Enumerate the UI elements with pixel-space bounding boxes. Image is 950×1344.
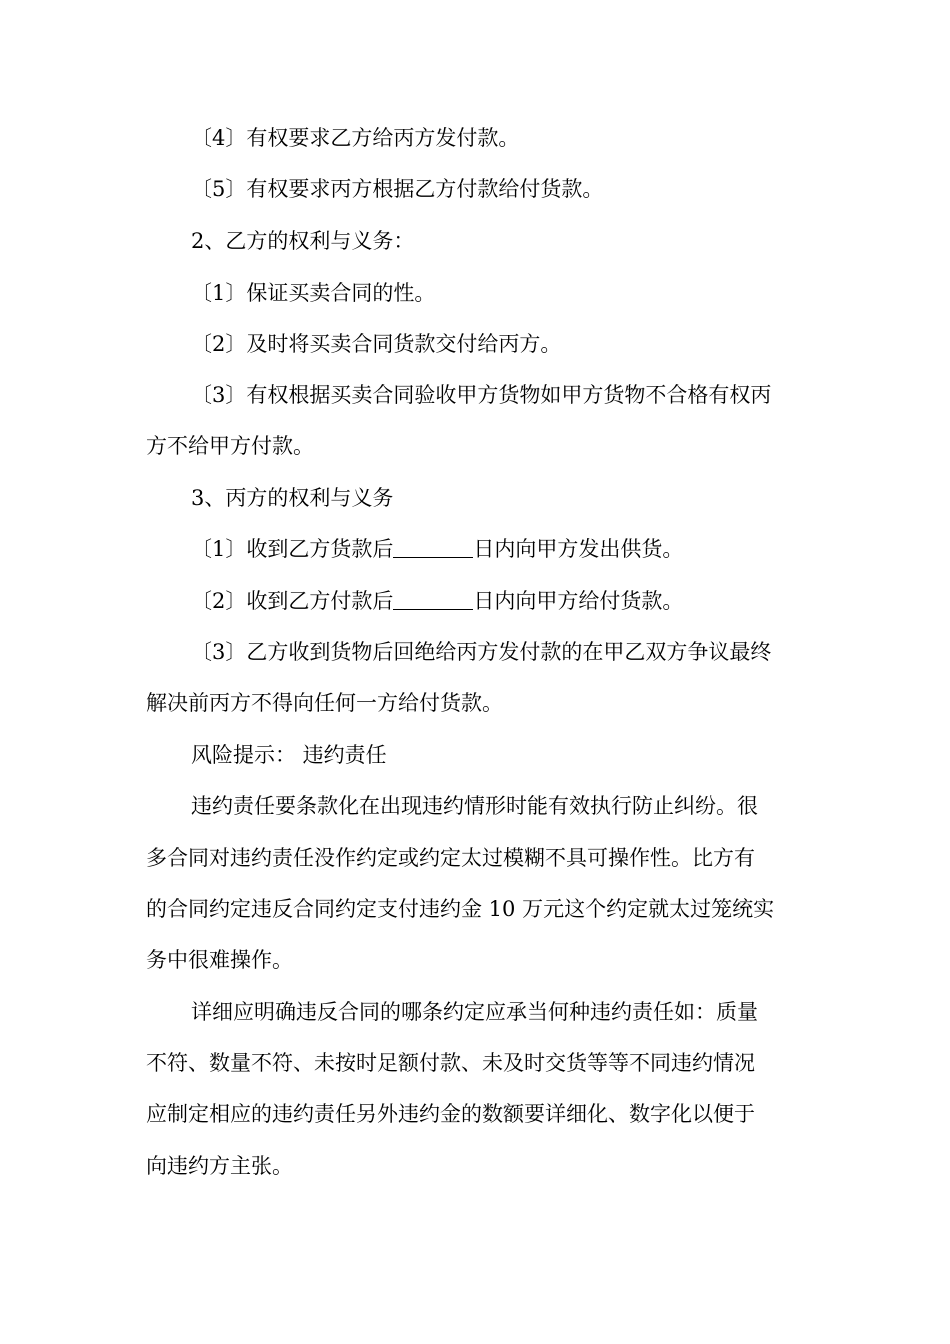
paragraph-1-line-4: 务中很难操作。 [146, 948, 293, 972]
paragraph-2-line-2: 不符、数量不符、未按时足额付款、未及时交货等等不同违约情况 [146, 1051, 755, 1075]
paragraph-1-line-1: 违约责任要条款化在出现违约情形时能有效执行防止纠纷。很 [191, 794, 758, 818]
clause-c2 [191, 591, 683, 612]
clause-c2-text: 〔2〕收到乙方付款后 [191, 589, 394, 613]
risk-heading: 风险提示： 违约责任 [191, 743, 387, 767]
section-heading-party-b: 2、乙方的权利与义务： [191, 229, 415, 253]
blank-field-days-2 [393, 591, 473, 610]
clause-c1-text-end: 日内向甲方发出供货。 [473, 537, 684, 561]
clause-c3-cont: 解决前丙方不得向任何一方给付货款。 [146, 691, 503, 715]
section-heading-party-c: 3、丙方的权利与义务 [191, 486, 394, 510]
clause-c1-text: 〔1〕收到乙方货款后 [191, 537, 394, 561]
clause-c2-text-end: 日内向甲方给付货款。 [473, 589, 684, 613]
clause-b1: 〔1〕保证买卖合同的性。 [191, 281, 436, 305]
clause-b3-cont: 方不给甲方付款。 [146, 434, 314, 458]
clause-b3: 〔3〕有权根据买卖合同验收甲方货物如甲方货物不合格有权丙 [191, 383, 772, 407]
paragraph-2-line-4: 向违约方主张。 [146, 1154, 293, 1178]
paragraph-2-line-1: 详细应明确违反合同的哪条约定应承当何种违约责任如：质量 [191, 1000, 758, 1024]
clause-b2: 〔2〕及时将买卖合同货款交付给丙方。 [191, 332, 562, 356]
clause-c1 [191, 539, 683, 560]
paragraph-1-line-2: 多合同对违约责任没作约定或约定太过模糊不具可操作性。比方有 [146, 846, 755, 870]
blank-field-days-1 [393, 539, 473, 558]
clause-a5: 〔5〕有权要求丙方根据乙方付款给付货款。 [191, 177, 604, 201]
paragraph-2-line-3: 应制定相应的违约责任另外违约金的数额要详细化、数字化以便于 [146, 1102, 755, 1126]
clause-c3: 〔3〕乙方收到货物后回绝给丙方发付款的在甲乙双方争议最终 [191, 640, 772, 664]
paragraph-1-line-3: 的合同约定违反合同约定支付违约金 10 万元这个约定就太过笼统实 [146, 897, 775, 921]
clause-a4: 〔4〕有权要求乙方给丙方发付款。 [191, 126, 520, 150]
